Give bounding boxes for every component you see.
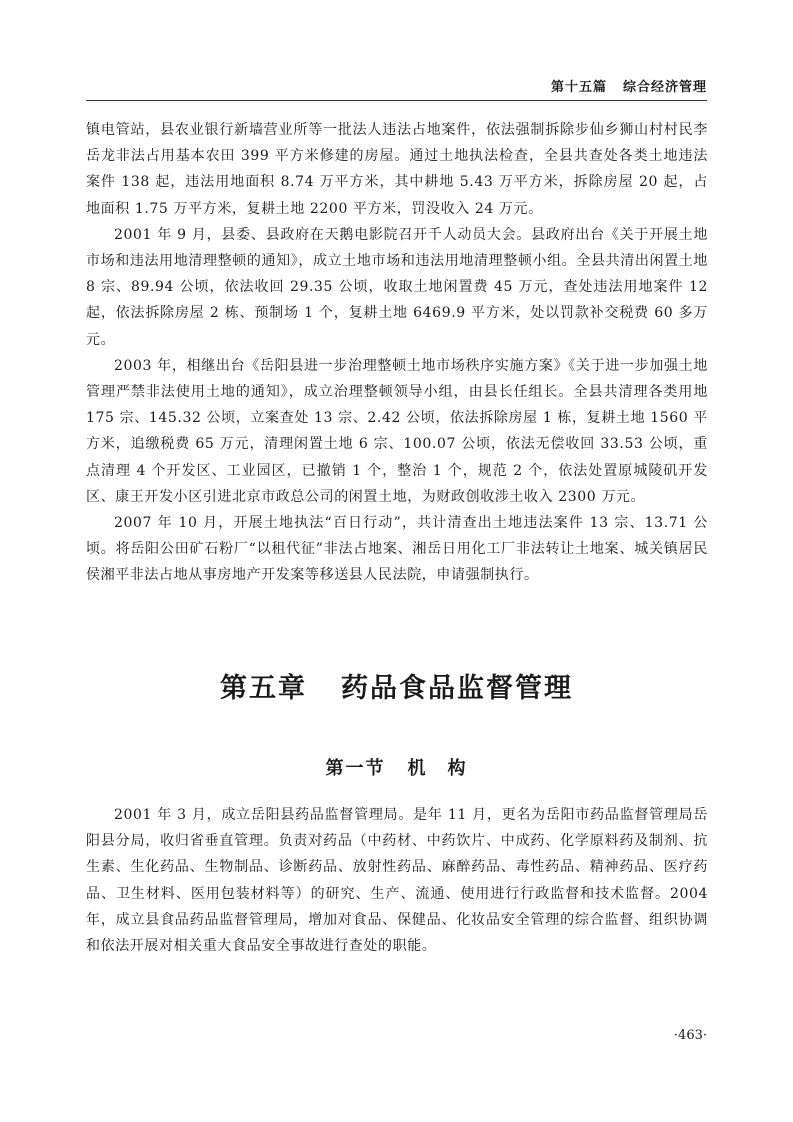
section-name: 机 构	[407, 758, 468, 779]
paragraph: 2007 年 10 月，开展土地执法“百日行动”，共计清查出土地违法案件 13 宗、13.71 公顷。将岳阳公田矿石粉厂“以租代征”非法占地案、湘岳日用化工厂非法转让土地案、城关镇居民侯湘平非法占地从事房地产开发案等移送县人民法院，申请强制执行。	[86, 515, 708, 584]
section-title	[0, 754, 793, 780]
page-number: ·463·	[673, 1028, 707, 1043]
chapter-name: 药品食品监督管理	[341, 673, 573, 704]
header-rule	[86, 100, 707, 101]
running-header	[551, 76, 707, 95]
paragraph: 镇电管站，县农业银行新墙营业所等一批法人违法占地案件，依法强制拆除步仙乡狮山村村民李岳龙非法占用基本农田 399 平方米修建的房屋。通过土地执法检查，全县共查处各类土地违法案件 138 起，违法用地面积 8.74 万平方米，其中耕地 5.43 万平方米，拆除房屋 20 起，占地面积 1.75 万平方米，复耕土地 2200 平方米，罚没收入 24 万元。	[86, 122, 708, 217]
section-number: 第一节	[325, 758, 386, 779]
paragraph: 2003 年，相继出台《岳阳县进一步治理整顿土地市场秩序实施方案》《关于进一步加强土地管理严禁非法使用土地的通知》，成立治理整顿领导小组，由县长任组长。全县共清理各类用地 175 宗、145.32 公顷，立案查处 13 宗、2.42 公顷，依法拆除房屋 1 栋，复耕土地 1560 平方米，追缴税费 65 万元，清理闲置土地 6 宗、100.07 公顷，依法无偿收回 33.53 公顷，重点清理 4 个开发区、工业园区，已撤销 1 个，整治 1 个，规范 2 个，依法处置原城陵矶开发区、康王开发小区引进北京市政总公司的闲置土地，为财政创收涉土收入 2300 万元。	[86, 357, 708, 505]
chapter-number: 第五章	[220, 673, 307, 704]
section-body	[86, 802, 708, 959]
running-header-title: 综合经济管理	[622, 80, 707, 95]
running-header-part: 第十五篇	[550, 80, 607, 95]
paragraph: 2001 年 9 月，县委、县政府在天鹅电影院召开千人动员大会。县政府出台《关于开展土地市场和违法用地清理整顿的通知》，成立土地市场和违法用地清理整顿小组。全县共清出闲置土地 8 宗、89.94 公顷，依法收回 29.35 公顷，收取土地闲置费 45 万元，查处违法用地案件 12 起，依法拆除房屋 2 栋、预制场 1 个，复耕土地 6469.9 平方米，处以罚款补交税费 60 多万元。	[86, 226, 708, 348]
body-text	[86, 117, 708, 589]
paragraph: 2001 年 3 月，成立岳阳县药品监督管理局。是年 11 月，更名为岳阳市药品监督管理局岳阳县分局，收归省垂直管理。负责对药品（中药材、中药饮片、中成药、化学原料药及制剂、抗生素、生化药品、生物制品、诊断药品、放射性药品、麻醉药品、毒性药品、精神药品、医疗药品、卫生材料、医用包装材料等）的研究、生产、流通、使用进行行政监督和技术监督。2004 年，成立县食品药品监督管理局，增加对食品、保健品、化妆品安全管理的综合监督、组织协调和依法开展对相关重大食品安全事故进行查处的职能。	[86, 807, 708, 955]
chapter-title	[0, 666, 793, 705]
